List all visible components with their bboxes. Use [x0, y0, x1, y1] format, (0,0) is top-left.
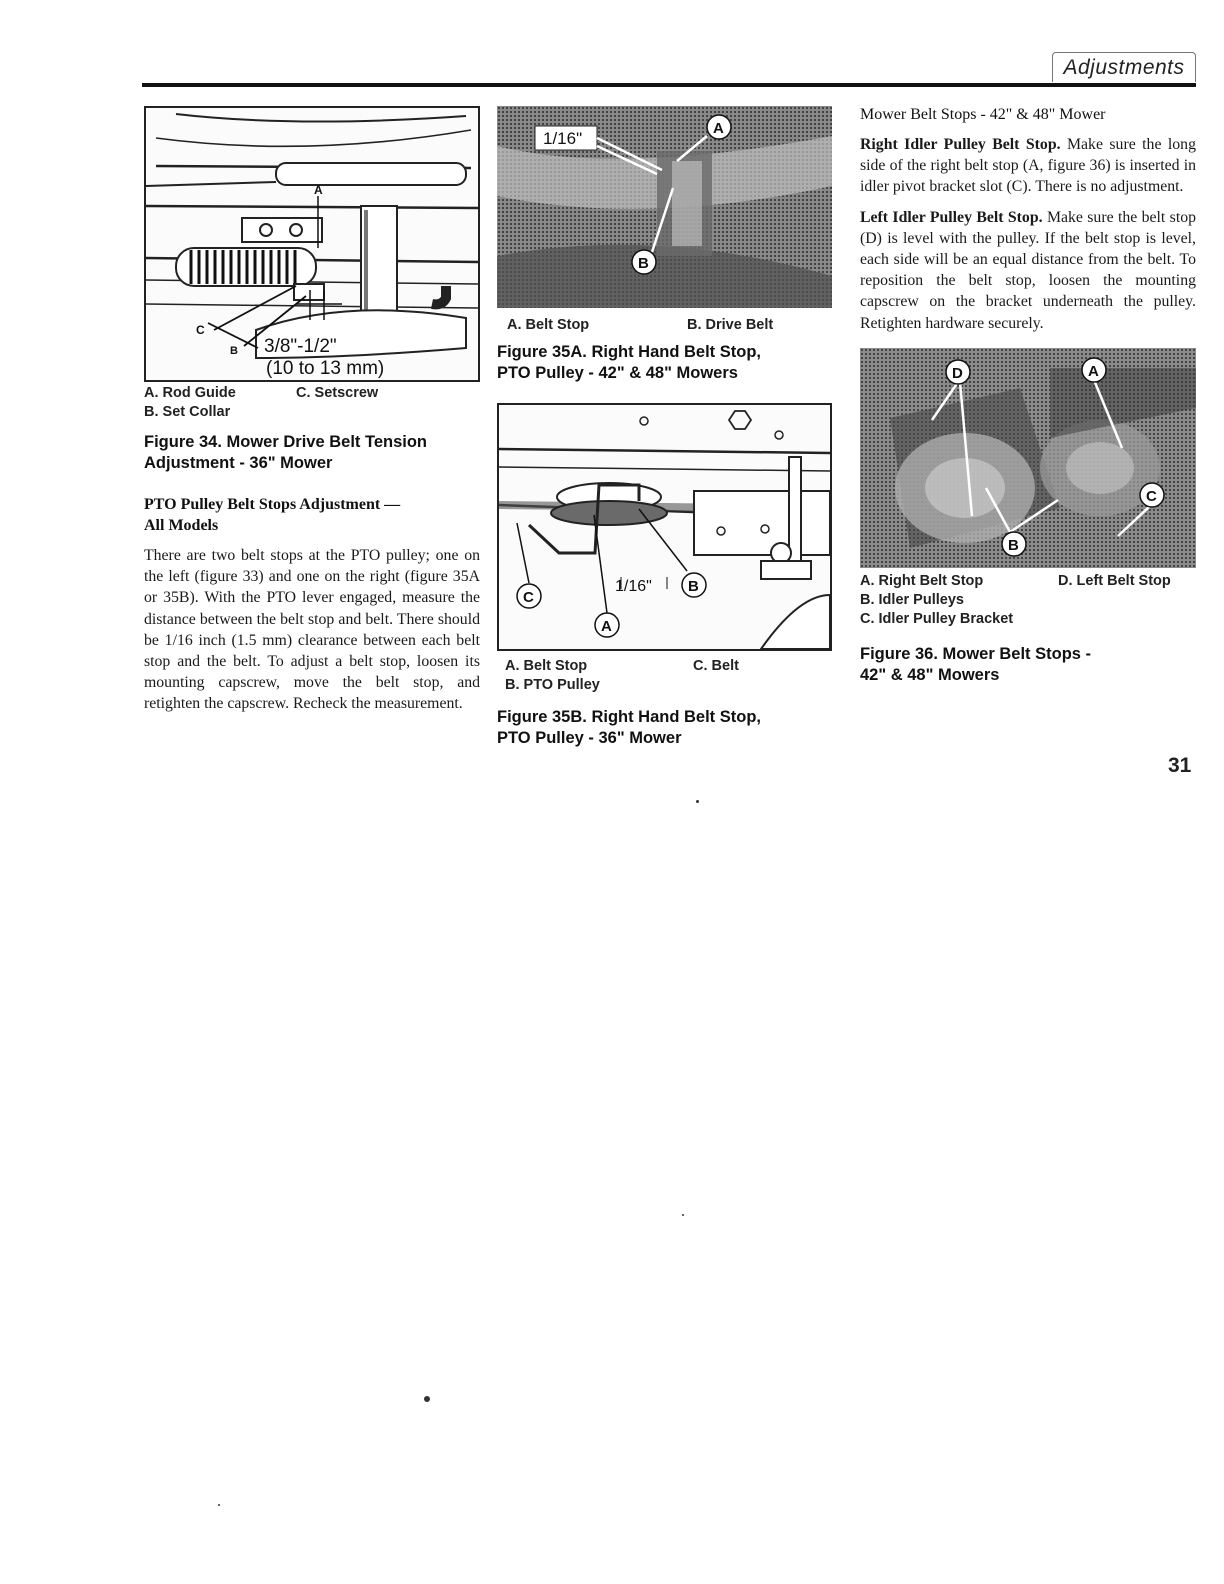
- pto-section-heading: [144, 494, 480, 536]
- figure-36-callout-a: A: [1088, 362, 1099, 380]
- mower-belt-stops-heading: Mower Belt Stops - 42" & 48" Mower: [860, 106, 1106, 123]
- scan-speck: [218, 1504, 220, 1506]
- figure-34-callout-b: B: [230, 345, 238, 357]
- figure-34-legend-a: A. Rod Guide: [144, 385, 236, 401]
- figure-35b-callout-b: B: [688, 578, 699, 595]
- figure-34-callout-a: A: [314, 183, 323, 197]
- figure-36-legend-b: B. Idler Pulleys: [860, 591, 964, 608]
- figure-35b-legend-a: A. Belt Stop: [505, 658, 588, 674]
- pto-section-body: There are two belt stops at the PTO pulley; one on the left (figure 33) and one on the right (figure 35A or 35B). With the PTO lever engaged, measure the distance between the belt stop and belt. There should be 1/16 inch (1.5 mm) clearance between each belt stop and the belt. To adjust a belt stop, loosen its mounting capscrew, move the belt stop, and retighten the capscrew. Recheck the measurement.: [144, 547, 480, 713]
- figure-36-legend: [860, 572, 1196, 632]
- left-idler-title: Left Idler Pulley Belt Stop.: [860, 208, 1043, 226]
- figure-35a-legend: [507, 316, 832, 336]
- right-idler-paragraph: [860, 134, 1196, 198]
- figure-34-dimension-metric: (10 to 13 mm): [266, 358, 385, 379]
- figure-36-caption-line-2: 42" & 48" Mowers: [860, 665, 1000, 684]
- figure-34-caption: Figure 34. Mower Drive Belt Tension Adjustment - 36" Mower: [144, 433, 428, 472]
- figure-36-legend-a: A. Right Belt Stop: [860, 572, 984, 589]
- figure-36-illustration: [860, 348, 1196, 568]
- figure-35a-caption-line-2: PTO Pulley - 42" & 48" Mowers: [497, 364, 738, 382]
- figure-36-callout-d: D: [952, 364, 963, 382]
- left-idler-paragraph: [860, 207, 1196, 334]
- figure-35b-caption: [497, 707, 832, 749]
- figure-36-callout-c: C: [1146, 487, 1157, 505]
- figure-35b-caption-line-1: Figure 35B. Right Hand Belt Stop,: [497, 708, 762, 726]
- figure-35a-dimension-label: 1/16": [543, 129, 583, 148]
- left-idler-body: Make sure the belt stop (D) is level with the pulley. If the belt stop is level, each side will be an equal distance from the belt. To reposition the belt stop, loosen the mounting capscrew on the bracket underneath the pulley. Retighten hardware securely.: [860, 208, 1197, 332]
- figure-35b-legend-b: B. PTO Pulley: [505, 677, 600, 693]
- scan-speck: [696, 800, 699, 803]
- figure-34-diagram: [144, 106, 480, 382]
- figure-34-legend: [144, 384, 480, 424]
- figure-35a-legend-b: B. Drive Belt: [687, 317, 774, 333]
- figure-35a-photo: [497, 106, 832, 308]
- section-header-tab: [1052, 52, 1196, 82]
- figure-34-dimension-label: 3/8"-1/2": [264, 336, 337, 357]
- column-left: [144, 106, 480, 715]
- pto-heading-line-1: PTO Pulley Belt Stops Adjustment —: [144, 496, 401, 513]
- header-rule: [142, 83, 1196, 87]
- right-idler-body: Make sure the long side of the right belt stop (A, figure 36) is inserted in idler pivot bracket slot (C). There is no adjustment.: [860, 136, 1196, 196]
- figure-35a-callout-b: B: [638, 255, 649, 272]
- figure-35a-caption: [497, 342, 832, 384]
- column-middle: [497, 106, 832, 749]
- figure-34-illustration: [146, 108, 478, 380]
- column-right: [860, 104, 1196, 686]
- figure-34-callout-c: C: [196, 323, 205, 337]
- right-idler-title: Right Idler Pulley Belt Stop.: [860, 136, 1061, 153]
- section-title: Adjustments: [1063, 56, 1185, 79]
- figure-34-legend-c: C. Setscrew: [296, 385, 379, 401]
- page-number: 31: [1168, 754, 1192, 777]
- figure-35b-caption-line-2: PTO Pulley - 36" Mower: [497, 729, 682, 747]
- figure-36-caption-line-1: Figure 36. Mower Belt Stops -: [860, 644, 1092, 663]
- figure-35b-diagram: [497, 403, 832, 651]
- figure-36-caption: [860, 644, 1196, 686]
- figure-35b-callout-c: C: [523, 589, 534, 606]
- figure-36-photo: [860, 348, 1196, 568]
- scan-speck: [682, 1214, 684, 1216]
- figure-36-legend-c: C. Idler Pulley Bracket: [860, 610, 1014, 627]
- figure-36-legend-d: D. Left Belt Stop: [1058, 572, 1171, 589]
- figure-35b-illustration: [499, 405, 830, 649]
- figure-36-callout-b: B: [1008, 536, 1019, 554]
- figure-35a-caption-line-1: Figure 35A. Right Hand Belt Stop,: [497, 343, 762, 361]
- figure-35b-callout-a: A: [601, 618, 612, 635]
- figure-34-legend-b: B. Set Collar: [144, 404, 231, 420]
- pto-heading-line-2: All Models: [144, 517, 219, 534]
- figure-35a-illustration: [497, 106, 832, 308]
- figure-35a-callout-a: A: [713, 120, 724, 137]
- scan-speck: [424, 1396, 430, 1402]
- figure-35a-legend-a: A. Belt Stop: [507, 317, 590, 333]
- figure-35b-legend-c: C. Belt: [693, 658, 739, 674]
- figure-35b-dimension-label: 1/16": [615, 578, 652, 595]
- figure-35b-legend: [505, 657, 832, 697]
